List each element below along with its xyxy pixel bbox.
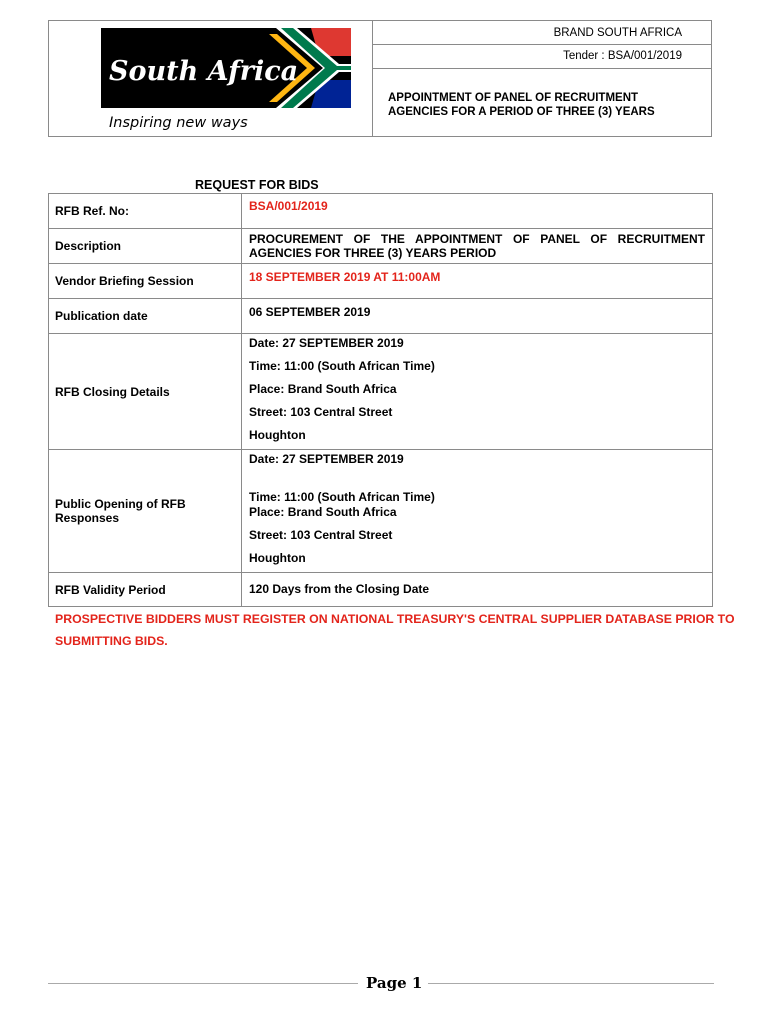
ref-value: BSA/001/2019: [242, 194, 713, 229]
publication-value: 06 SEPTEMBER 2019: [242, 299, 713, 334]
table-row: [49, 334, 713, 450]
page-number: Page 1: [366, 974, 423, 992]
description-value: PROCUREMENT OF THE APPOINTMENT OF PANEL OF RECRUITMENT AGENCIES FOR THREE (3) YEARS PERIOD: [242, 229, 713, 264]
org-name: BRAND SOUTH AFRICA: [553, 27, 682, 39]
header-tender-cell: [372, 44, 712, 69]
description-label: Description: [49, 229, 242, 264]
publication-label: Publication date: [49, 299, 242, 334]
opening-value: Date: 27 SEPTEMBER 2019 Time: 11:00 (South African Time) Place: Brand South Africa Street: 103 Central Street Houghton: [242, 450, 713, 573]
table-row: [49, 229, 713, 264]
briefing-label: Vendor Briefing Session: [49, 264, 242, 299]
opening-label: Public Opening of RFB Responses: [49, 450, 242, 573]
table-row: [49, 450, 713, 573]
rfb-heading: REQUEST FOR BIDS: [195, 178, 319, 192]
table-row: [49, 573, 713, 607]
svg-text:South Africa: South Africa: [109, 56, 299, 87]
footer-rule-left: [48, 983, 358, 984]
tender-number: Tender : BSA/001/2019: [563, 50, 682, 62]
brand-south-africa-logo: [101, 28, 351, 108]
registration-notice: PROSPECTIVE BIDDERS MUST REGISTER ON NATIONAL TREASURY'S CENTRAL SUPPLIER DATABASE PRIOR TO SUBMITTING BIDS.: [55, 612, 735, 648]
rfb-table: [48, 193, 713, 607]
header-org-cell: [372, 21, 712, 45]
table-row: [49, 194, 713, 229]
table-row: [49, 264, 713, 299]
validity-value: 120 Days from the Closing Date: [242, 573, 713, 607]
validity-label: RFB Validity Period: [49, 573, 242, 607]
header-box: [48, 20, 712, 137]
header-title: APPOINTMENT OF PANEL OF RECRUITMENT AGENCIES FOR A PERIOD OF THREE (3) YEARS: [388, 92, 655, 118]
closing-label: RFB Closing Details: [49, 334, 242, 450]
footer-rule-right: [428, 983, 714, 984]
closing-value: Date: 27 SEPTEMBER 2019 Time: 11:00 (South African Time) Place: Brand South Africa Street: 103 Central Street Houghton: [242, 334, 713, 450]
table-row: [49, 299, 713, 334]
briefing-value: 18 SEPTEMBER 2019 AT 11:00AM: [242, 264, 713, 299]
ref-label: RFB Ref. No:: [49, 194, 242, 229]
tagline: Inspiring new ways: [109, 115, 248, 131]
